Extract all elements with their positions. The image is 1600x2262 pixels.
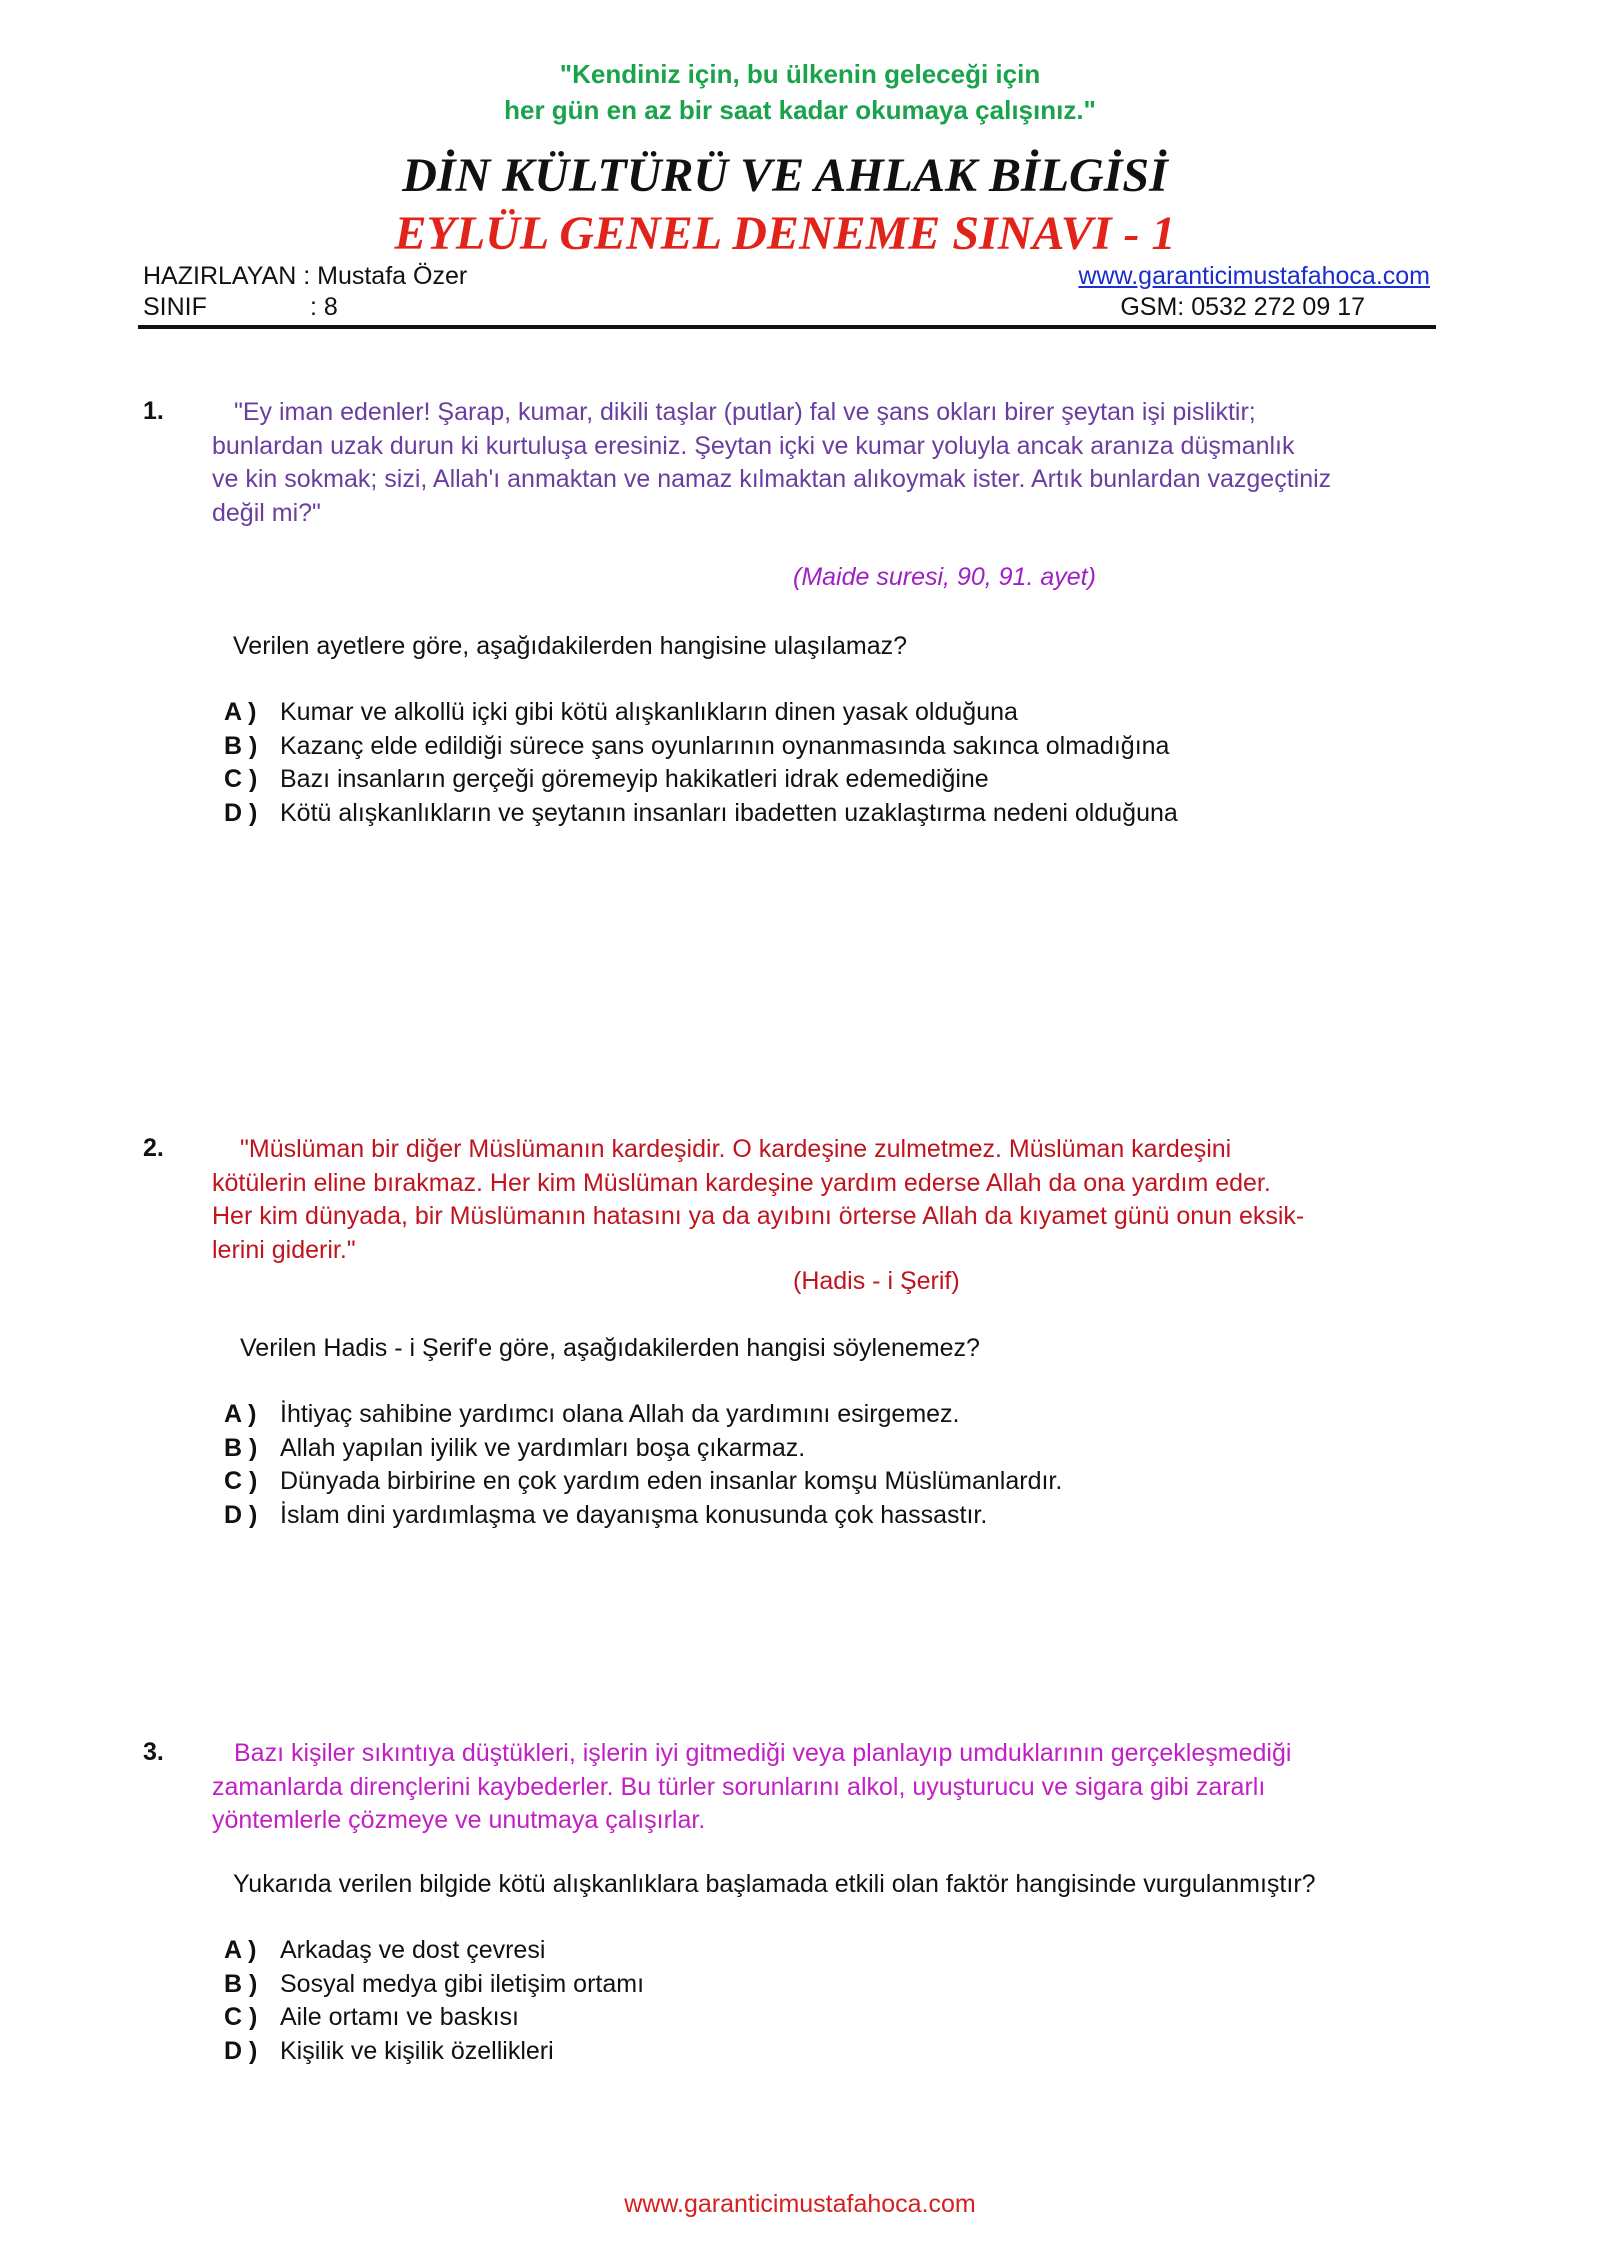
footer-website[interactable]: www.garanticimustafahoca.com: [624, 2190, 976, 2218]
question-2-line-2: kötülerin eline bırakmaz. Her kim Müslüman kardeşine yardım ederse Allah da ona yardım eder.: [212, 1168, 1271, 1197]
class-value: 8: [323, 293, 338, 321]
question-1-source: (Maide suresi, 90, 91. ayet): [793, 563, 1096, 591]
question-1-option-c[interactable]: [224, 763, 1178, 797]
option-letter: C ): [224, 2003, 258, 2031]
question-3-text: [212, 1737, 1452, 1838]
option-text: Kumar ve alkollü içki gibi kötü alışkanlıkların dinen yasak olduğuna: [280, 698, 1018, 726]
header-divider: [138, 325, 1436, 329]
question-1-line-2: bunlardan uzak durun ki kurtuluşa eresiniz. Şeytan içki ve kumar yoluyla ancak aranıza düşmanlık: [212, 431, 1295, 460]
question-1-line-4: değil mi?": [212, 498, 321, 527]
option-letter: A ): [224, 698, 257, 726]
option-text: İhtiyaç sahibine yardımcı olana Allah da yardımını esirgemez.: [280, 1400, 960, 1428]
author-line: [143, 262, 467, 291]
option-text: Kazanç elde edildiği sürece şans oyunlarının oynanmasında sakınca olmadığına: [280, 731, 1170, 760]
page-subtitle: EYLÜL GENEL DENEME SINAVI - 1: [394, 207, 1176, 260]
question-3-option-b[interactable]: [224, 1968, 644, 2002]
question-2-line: [212, 1133, 1452, 1167]
question-1-option-a[interactable]: [224, 696, 1178, 730]
question-2-source: (Hadis - i Şerif): [793, 1267, 960, 1295]
option-text: Bazı insanların gerçeği göremeyip hakikatleri idrak edemediğine: [280, 765, 989, 793]
option-text: Allah yapılan iyilik ve yardımları boşa çıkarmaz.: [280, 1433, 806, 1462]
question-1-text: [212, 396, 1452, 530]
motto-line-1: "Kendiniz için, bu ülkenin geleceği için: [559, 59, 1041, 89]
option-letter: D ): [224, 1500, 258, 1529]
option-letter: D ): [224, 2036, 258, 2065]
question-1-option-b[interactable]: [224, 730, 1178, 764]
author-separator: :: [296, 262, 318, 290]
question-1-number: 1.: [143, 397, 164, 425]
class-separator: :: [310, 293, 324, 321]
question-2-options: [224, 1398, 1062, 1532]
question-1-prompt: Verilen ayetlere göre, aşağıdakilerden hangisine ulaşılamaz?: [233, 632, 908, 660]
option-letter: D ): [224, 798, 258, 827]
phone-line: [1120, 293, 1365, 322]
question-3-option-d[interactable]: [224, 2035, 644, 2069]
option-text: Dünyada birbirine en çok yardım eden insanlar komşu Müslümanlardır.: [280, 1467, 1063, 1495]
option-letter: C ): [224, 765, 258, 793]
question-1-line-3: ve kin sokmak; sizi, Allah'ı anmaktan ve namaz kılmaktan alıkoymak ister. Artık bunlardan vazgeçtiniz: [212, 465, 1332, 493]
question-3-number: 3.: [143, 1738, 164, 1766]
option-letter: B ): [224, 1969, 258, 1998]
phone-label: GSM:: [1120, 293, 1185, 321]
question-1-line: [212, 396, 1452, 430]
phone-number: 0532 272 09 17: [1191, 293, 1365, 321]
option-text: Kişilik ve kişilik özellikleri: [280, 2036, 554, 2065]
question-3-line-1: Bazı kişiler sıkıntıya düştükleri, işlerin iyi gitmediği veya planlayıp umduklarının gerçekleşmediği: [234, 1739, 1292, 1767]
question-2-line-1: "Müslüman bir diğer Müslümanın kardeşidir. O kardeşine zulmetmez. Müslüman kardeşini: [240, 1135, 1232, 1163]
question-2-text: [212, 1133, 1452, 1267]
class-label: SINIF: [143, 293, 207, 321]
option-text: Aile ortamı ve baskısı: [280, 2003, 519, 2031]
question-3-line-2: zamanlarda dirençlerini kaybederler. Bu türler sorunlarını alkol, uyuşturucu ve sigara gibi zararlı: [212, 1772, 1266, 1801]
option-text: Arkadaş ve dost çevresi: [280, 1936, 546, 1964]
question-2-prompt: Verilen Hadis - i Şerif'e göre, aşağıdakilerden hangisi söylenemez?: [240, 1334, 980, 1362]
option-letter: B ): [224, 1433, 258, 1462]
question-2-option-b[interactable]: [224, 1432, 1062, 1466]
question-3-prompt: Yukarıda verilen bilgide kötü alışkanlıklara başlamada etkili olan faktör hangisinde vurgulanmıştır?: [233, 1870, 1316, 1898]
question-3-option-c[interactable]: [224, 2001, 644, 2035]
motto: [0, 56, 1600, 128]
question-3-option-a[interactable]: [224, 1934, 644, 1968]
question-2-line-4: lerini giderir.": [212, 1235, 356, 1264]
option-text: Sosyal medya gibi iletişim ortamı: [280, 1969, 645, 1998]
option-letter: A ): [224, 1400, 257, 1428]
question-2-line-3: Her kim dünyada, bir Müslümanın hatasını ya da ayıbını örterse Allah da kıyamet günü onun eksik-: [212, 1202, 1305, 1230]
page-title: DİN KÜLTÜRÜ VE AHLAK BİLGİSİ: [402, 149, 1168, 202]
class-line: [143, 293, 338, 322]
question-3-options: [224, 1934, 644, 2068]
question-3-line: [212, 1737, 1452, 1771]
question-2-option-a[interactable]: [224, 1398, 1062, 1432]
question-3-line-3: yöntemlerle çözmeye ve unutmaya çalışırlar.: [212, 1806, 706, 1834]
question-1-line-1: "Ey iman edenler! Şarap, kumar, dikili taşlar (putlar) fal ve şans okları birer şeytan işi pisliktir;: [234, 398, 1256, 426]
option-text: Kötü alışkanlıkların ve şeytanın insanları ibadetten uzaklaştırma nedeni olduğuna: [280, 798, 1178, 827]
website-line: [1078, 262, 1430, 291]
question-2-option-d[interactable]: [224, 1499, 1062, 1533]
question-1-option-d[interactable]: [224, 797, 1178, 831]
author-name: Mustafa Özer: [317, 262, 468, 290]
author-label: HAZIRLAYAN: [143, 262, 297, 290]
motto-line-2: her gün en az bir saat kadar okumaya çalışınız.": [504, 95, 1096, 125]
question-2-option-c[interactable]: [224, 1465, 1062, 1499]
question-2-number: 2.: [143, 1134, 164, 1162]
question-1-options: [224, 696, 1178, 830]
website-link[interactable]: www.garanticimustafahoca.com: [1078, 262, 1430, 290]
option-letter: C ): [224, 1467, 258, 1495]
option-letter: A ): [224, 1936, 257, 1964]
option-text: İslam dini yardımlaşma ve dayanışma konusunda çok hassastır.: [280, 1500, 988, 1529]
option-letter: B ): [224, 731, 258, 760]
